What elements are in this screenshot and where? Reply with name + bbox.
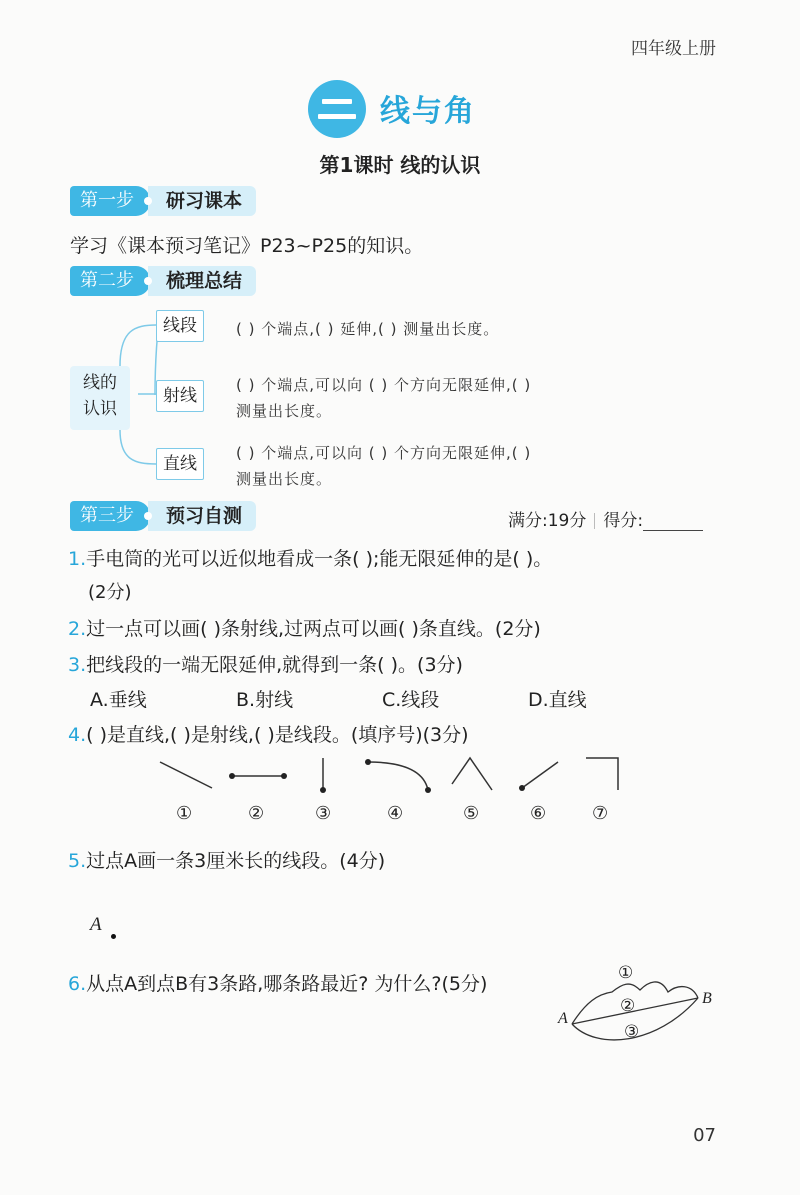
full-score: 满分:19分 [508, 511, 587, 531]
q6-route-figure [556, 962, 726, 1057]
q4-number: 4. [68, 724, 87, 746]
unit-badge [308, 80, 366, 138]
step1-tag: 第一步 [70, 186, 150, 216]
step1-header [70, 186, 260, 216]
figure-6-endpoint [519, 785, 525, 791]
q6-point-a: A [558, 1010, 568, 1027]
fig-label-7: ⑦ [592, 803, 609, 824]
branch-text-line-2: 测量出长度。 [236, 470, 333, 488]
figure-5-angle [452, 758, 492, 790]
question-5 [68, 846, 385, 873]
q6-point-b: B [702, 990, 712, 1007]
q1-number: 1. [68, 548, 87, 570]
q6-number: 6. [68, 973, 87, 995]
branch-text-segment: ( ) 个端点,( ) 延伸,( ) 测量出长度。 [236, 320, 500, 338]
q5-point-label: A [90, 914, 102, 935]
step-dot-icon [144, 197, 152, 205]
q2-text: 过一点可以画( )条射线,过两点可以画( )条直线。(2分) [86, 618, 541, 640]
branch-text-ray-2: 测量出长度。 [236, 402, 333, 420]
figure-4-curve [368, 762, 428, 790]
fig-label-6: ⑥ [530, 803, 547, 824]
score-blank[interactable] [643, 512, 703, 531]
step-dot-icon [144, 277, 152, 285]
step1-text: 学习《课本预习笔记》P23~P25的知识。 [70, 235, 424, 257]
figure-1-line [160, 762, 212, 788]
route-label-2: ② [620, 996, 636, 1016]
figure-3-endpoint [320, 787, 326, 793]
branch-text-ray-1: ( ) 个端点,可以向 ( ) 个方向无限延伸,( ) [236, 376, 532, 394]
q2-number: 2. [68, 618, 87, 640]
unit-title: 线与角 [380, 94, 476, 129]
q3-option-c[interactable]: C.线段 [382, 689, 440, 711]
score-divider [594, 513, 595, 529]
question-1 [68, 544, 552, 571]
route-label-3: ③ [624, 1022, 640, 1042]
score-area [508, 506, 703, 531]
q3-option-a[interactable]: A.垂线 [90, 689, 147, 711]
q3-text: 把线段的一端无限延伸,就得到一条( )。(3分) [86, 654, 463, 676]
q3-option-d[interactable]: D.直线 [528, 689, 587, 711]
figure-6-ray [522, 762, 558, 788]
q1-text: 手电筒的光可以近似地看成一条( );能无限延伸的是( )。 [86, 548, 553, 570]
mindmap-root-line2: 认识 [83, 399, 117, 419]
figure-2-endpoint [229, 773, 235, 779]
fig-label-4: ④ [387, 803, 404, 824]
branch-text-line-1: ( ) 个端点,可以向 ( ) 个方向无限延伸,( ) [236, 444, 532, 462]
q3-number: 3. [68, 654, 87, 676]
step3-header [70, 501, 260, 531]
figure-7-polyline [586, 758, 618, 790]
branch-label-segment: 线段 [156, 310, 204, 342]
q5-point-dot[interactable] [111, 934, 116, 939]
mindmap-root-line1: 线的 [83, 373, 117, 393]
step3-tag: 第三步 [70, 501, 150, 531]
q4-figures [140, 750, 640, 800]
score-label: 得分: [603, 511, 644, 531]
unit-number-icon [308, 80, 366, 138]
step1-name: 研习课本 [148, 186, 256, 216]
step2-header [70, 266, 260, 296]
question-6 [68, 969, 487, 996]
figure-4-endpoint [425, 787, 431, 793]
step-dot-icon [144, 512, 152, 520]
step2-name: 梳理总结 [148, 266, 256, 296]
step2-tag: 第二步 [70, 266, 150, 296]
fig-label-2: ② [248, 803, 265, 824]
page-number: 07 [693, 1125, 716, 1146]
mindmap-root [70, 366, 130, 430]
q3-option-b[interactable]: B.射线 [236, 689, 294, 711]
figure-4-endpoint [365, 759, 371, 765]
question-3 [68, 650, 463, 677]
branch-label-ray: 射线 [156, 380, 204, 412]
fig-label-5: ⑤ [463, 803, 480, 824]
route-label-1: ① [618, 963, 634, 983]
fig-label-1: ① [176, 803, 193, 824]
q4-text: ( )是直线,( )是射线,( )是线段。(填序号)(3分) [86, 724, 469, 746]
question-4 [68, 720, 469, 747]
fig-label-3: ③ [315, 803, 332, 824]
q1-points: (2分) [88, 582, 132, 603]
q5-text: 过点A画一条3厘米长的线段。(4分) [86, 850, 386, 872]
q5-number: 5. [68, 850, 87, 872]
grade-label: 四年级上册 [631, 39, 716, 59]
q6-text: 从点A到点B有3条路,哪条路最近? 为什么?(5分) [86, 973, 488, 995]
step3-name: 预习自测 [148, 501, 256, 531]
figure-2-endpoint [281, 773, 287, 779]
question-2 [68, 614, 541, 641]
lesson-title: 第1课时 线的认识 [319, 153, 481, 177]
branch-label-line: 直线 [156, 448, 204, 480]
